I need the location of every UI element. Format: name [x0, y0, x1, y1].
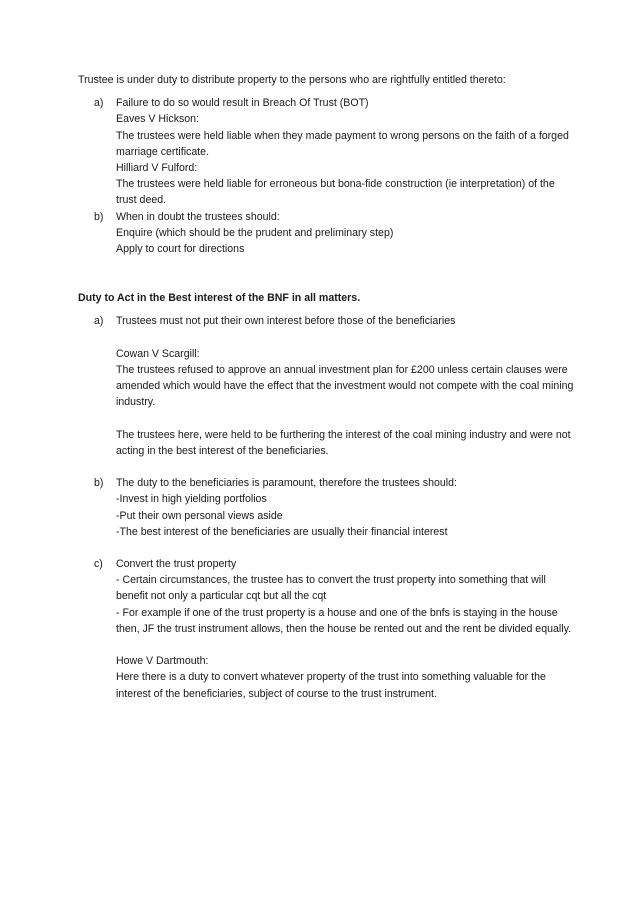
text-line: -The best interest of the beneficiaries are usually their financial interest	[116, 525, 448, 538]
text-line: The trustees refused to approve an annual investment plan for £200 unless certain clauses were amended which would have the effect that the investment would not compete with the coal mining industry.	[116, 364, 574, 409]
list-item	[78, 556, 578, 702]
text-line: The trustees were held liable for erroneous but bona-fide construction (ie interpretation) of the trust deed.	[116, 178, 555, 207]
list-marker: b)	[94, 477, 104, 490]
case-name: Eaves V Hickson:	[116, 113, 200, 126]
text-line: Enquire (which should be the prudent and preliminary step)	[116, 226, 394, 239]
section1-list	[78, 95, 578, 257]
case-name: Cowan V Scargill:	[116, 347, 200, 360]
text-line: Trustees must not put their own interest before those of the beneficiaries	[116, 315, 456, 328]
case-name: Hilliard V Fulford:	[116, 162, 198, 175]
text-line: The trustees were held liable when they made payment to wrong persons on the faith of a forged marriage certificate.	[116, 129, 569, 158]
list-item	[78, 475, 578, 540]
text-line: The trustees here, were held to be furthering the interest of the coal mining industry and were not acting in the best interest of the beneficiaries.	[116, 428, 571, 458]
list-marker: a)	[94, 315, 104, 328]
text-line: The duty to the beneficiaries is paramount, therefore the trustees should:	[116, 477, 457, 490]
section-heading: Duty to Act in the Best interest of the BNF in all matters.	[78, 292, 361, 305]
case-name: Howe V Dartmouth:	[116, 655, 209, 668]
section2-list	[78, 313, 578, 701]
intro-paragraph: Trustee is under duty to distribute property to the persons who are rightfully entitled thereto:	[78, 74, 506, 86]
text-line: Convert the trust property	[116, 558, 237, 571]
list-marker: c)	[94, 558, 103, 571]
text-line: -Put their own personal views aside	[116, 509, 283, 522]
list-item	[78, 95, 578, 208]
text-line: Here there is a duty to convert whatever property of the trust into something valuable for the interest of the beneficiaries, subject of course to the trust instrument.	[116, 671, 546, 700]
text-line: Apply to court for directions	[116, 243, 245, 256]
list-marker: a)	[94, 97, 104, 110]
list-marker: b)	[94, 210, 104, 223]
text-line: When in doubt the trustees should:	[116, 210, 280, 223]
list-item	[78, 313, 578, 459]
document-page	[78, 72, 578, 718]
text-line: Failure to do so would result in Breach Of Trust (BOT)	[116, 97, 369, 110]
list-item	[78, 209, 578, 258]
text-line: - Certain circumstances, the trustee has to convert the trust property into something that will benefit not only a particular cqt but all the cqt	[116, 574, 546, 603]
text-line: -Invest in high yielding portfolios	[116, 493, 267, 506]
text-line: - For example if one of the trust property is a house and one of the bnfs is staying in the house then, JF the trust instrument allows, then the house be rented out and the rent be divided equally.	[116, 606, 572, 635]
